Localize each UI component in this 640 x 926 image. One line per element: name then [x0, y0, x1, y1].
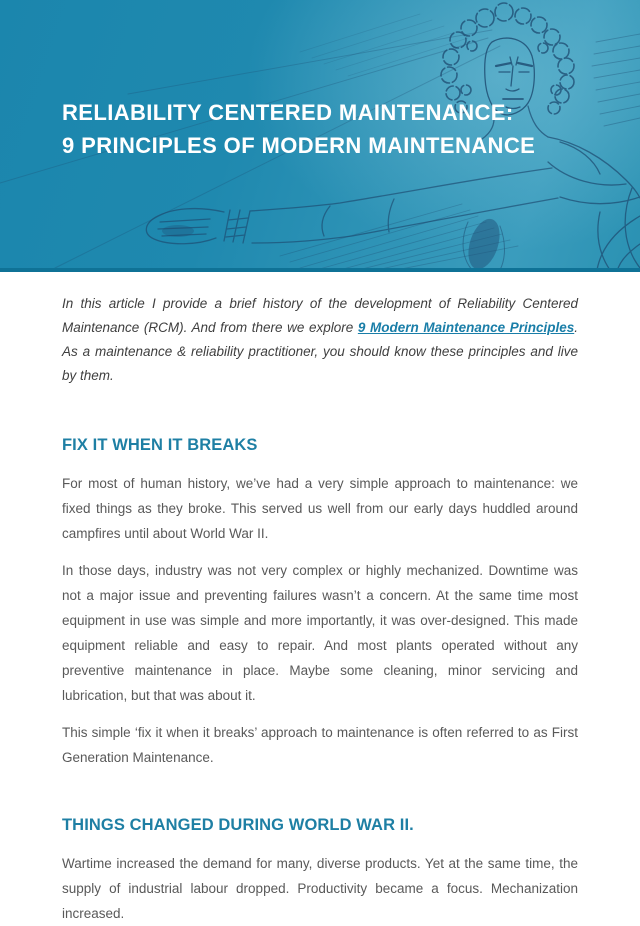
section-things-changed-ww2 [62, 814, 578, 926]
intro-text-before-link: In this article I provide a brief history of the development of Reliability Centered Maintenance (RCM). And from there we explore [62, 296, 578, 335]
body-paragraph: For most of human history, we’ve had a very simple approach to maintenance: we fixed things as they broke. This served us well from our early days huddled around campfires until about World War II. [62, 476, 578, 541]
intro-paragraph [62, 292, 578, 388]
hero-banner [0, 0, 640, 272]
maintenance-principles-link[interactable]: 9 Modern Maintenance Principles [357, 320, 575, 335]
section-fix-it-when-it-breaks [62, 434, 578, 770]
section-heading: FIX IT WHEN IT BREAKS [62, 436, 258, 454]
section-heading: THINGS CHANGED DURING WORLD WAR II. [62, 816, 414, 834]
body-paragraph: Wartime increased the demand for many, diverse products. Yet at the same time, the supply of industrial labour dropped. Productivity became a focus. Mechanization increased. [62, 856, 578, 921]
body-paragraph: This simple ‘fix it when it breaks’ approach to maintenance is often referred to as First Generation Maintenance. [62, 725, 578, 765]
body-paragraph: In those days, industry was not very complex or highly mechanized. Downtime was not a major issue and preventing failures wasn’t a concern. At the same time most equipment in use was simple and more importantly, it was over-designed. This made equipment reliable and easy to repair. And most plants operated without any preventive maintenance in place. Maybe some cleaning, minor servicing and lubrication, but that was about it. [62, 563, 578, 703]
intro-text-after-link: . As a maintenance & reliability practitioner, you should know these principles and live by them. [62, 320, 578, 383]
banner-bottom-edge [0, 268, 640, 272]
page-title-line1: RELIABILITY CENTERED MAINTENANCE: [62, 100, 514, 125]
article-body [0, 292, 640, 926]
page-title [62, 96, 535, 162]
page-title-line2: 9 PRINCIPLES OF MODERN MAINTENANCE [62, 133, 536, 158]
